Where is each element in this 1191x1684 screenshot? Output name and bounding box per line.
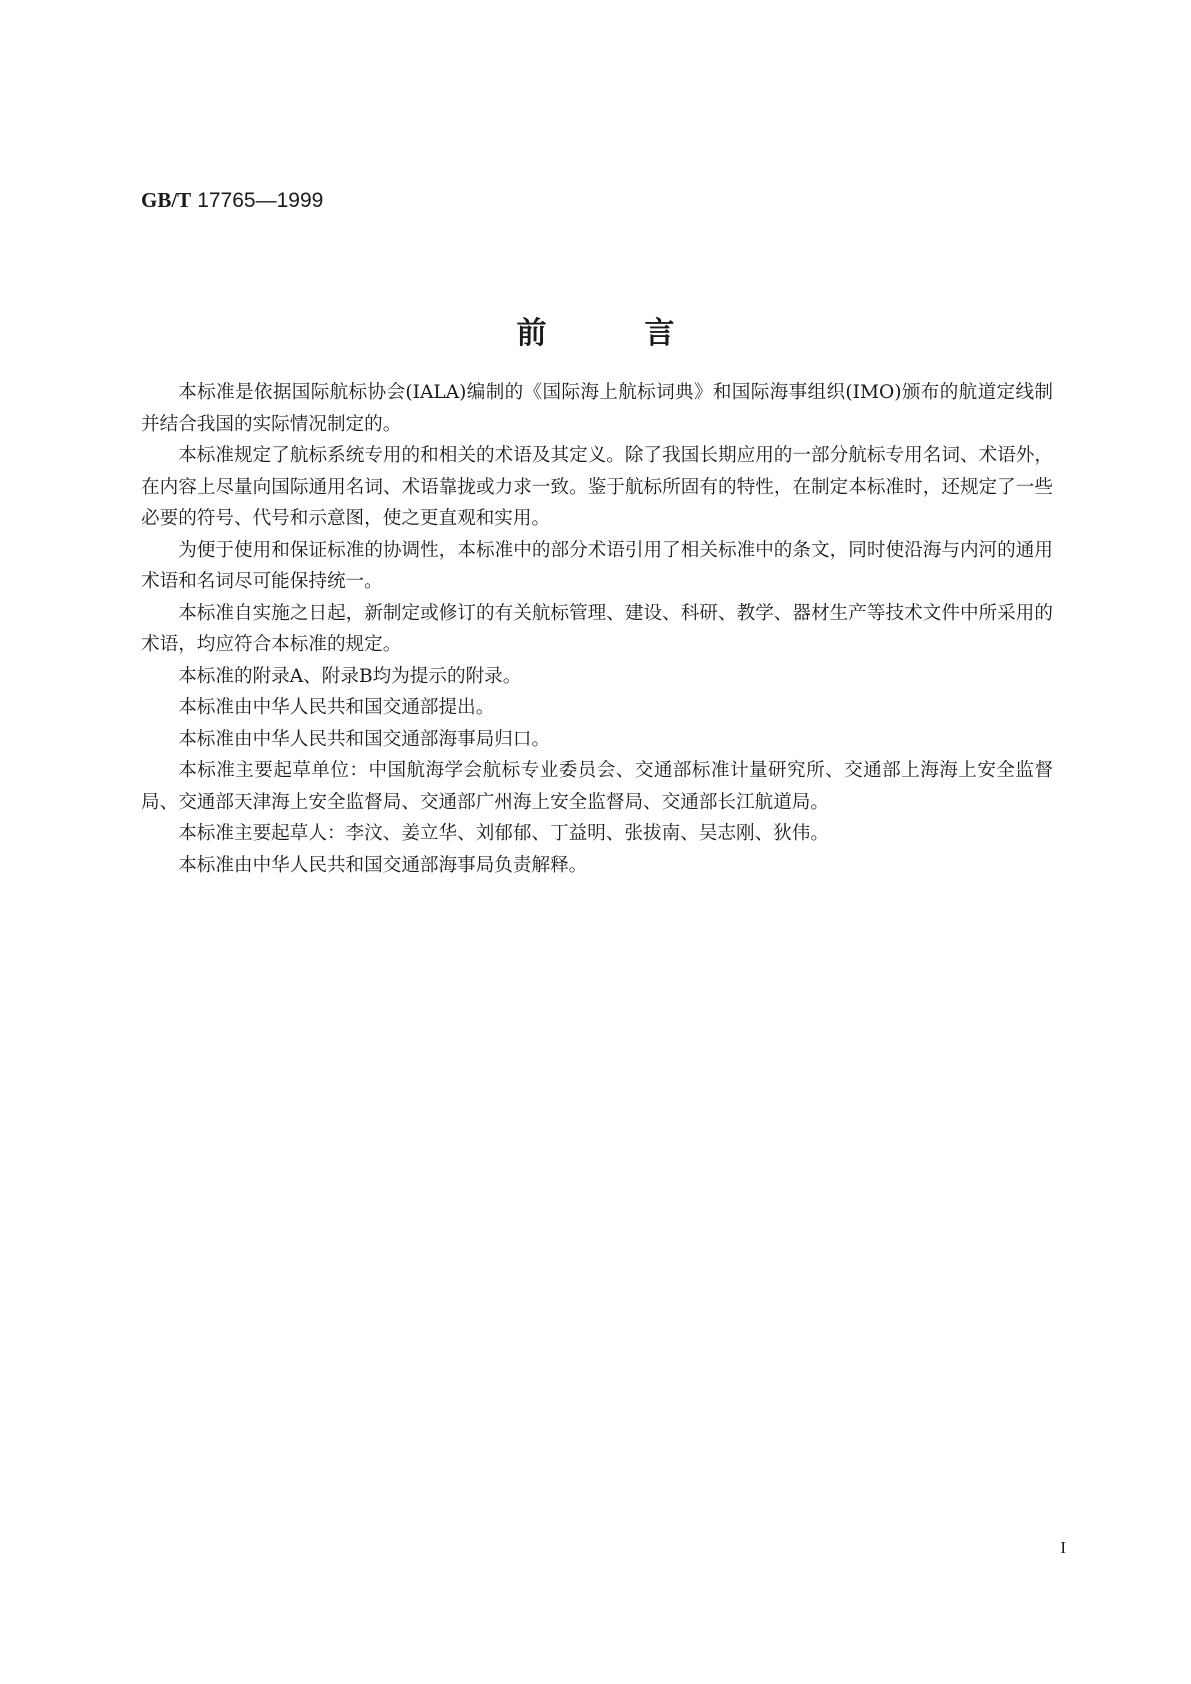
paragraph-drafting-units: 本标准主要起草单位：中国航海学会航标专业委员会、交通部标准计量研究所、交通部上海海上安全监督局、交通部天津海上安全监督局、交通部广州海上安全监督局、交通部长江航道局。 xyxy=(141,760,1053,813)
paragraph-proposer: 本标准由中华人民共和国交通部提出。 xyxy=(178,697,495,718)
paragraph-scope: 本标准规定了航标系统专用的和相关的术语及其定义。除了我国长期应用的一部分航标专用名词、术语外，在内容上尽量向国际通用名词、术语靠拢或力求一致。鉴于航标所固有的特性，在制定本标准时，还规定了一些必要的符号、代号和示意图，使之更直观和实用。 xyxy=(141,445,1053,529)
standard-code-prefix: GB/T xyxy=(141,188,192,212)
paragraph-appendices: 本标准的附录A、附录B均为提示的附录。 xyxy=(178,665,522,687)
paragraph-drafters: 本标准主要起草人：李汶、姜立华、刘郁郁、丁益明、张拔南、吴志刚、狄伟。 xyxy=(178,823,829,844)
standard-code-number: 17765—1999 xyxy=(197,189,324,212)
paragraph-interpretation: 本标准由中华人民共和国交通部海事局负责解释。 xyxy=(178,854,588,876)
paragraph-basis: 本标准是依据国际航标协会(IALA)编制的《国际海上航标词典》和国际海事组织(IMO)颁布的航道定线制并结合我国的实际情况制定的。 xyxy=(141,382,1053,435)
paragraph-coordination: 为便于使用和保证标准的协调性，本标准中的部分术语引用了相关标准中的条文，同时使沿海与内河的通用术语和名词尽可能保持统一。 xyxy=(141,539,1053,592)
standard-code xyxy=(141,188,323,213)
page-title: 前言 xyxy=(516,316,773,351)
paragraph-implementation: 本标准自实施之日起，新制定或修订的有关航标管理、建设、科研、教学、器材生产等技术文件中所采用的术语，均应符合本标准的规定。 xyxy=(141,602,1053,655)
page-number: I xyxy=(1060,1538,1066,1557)
foreword-body xyxy=(141,377,1053,881)
paragraph-administration: 本标准由中华人民共和国交通部海事局归口。 xyxy=(178,728,551,750)
